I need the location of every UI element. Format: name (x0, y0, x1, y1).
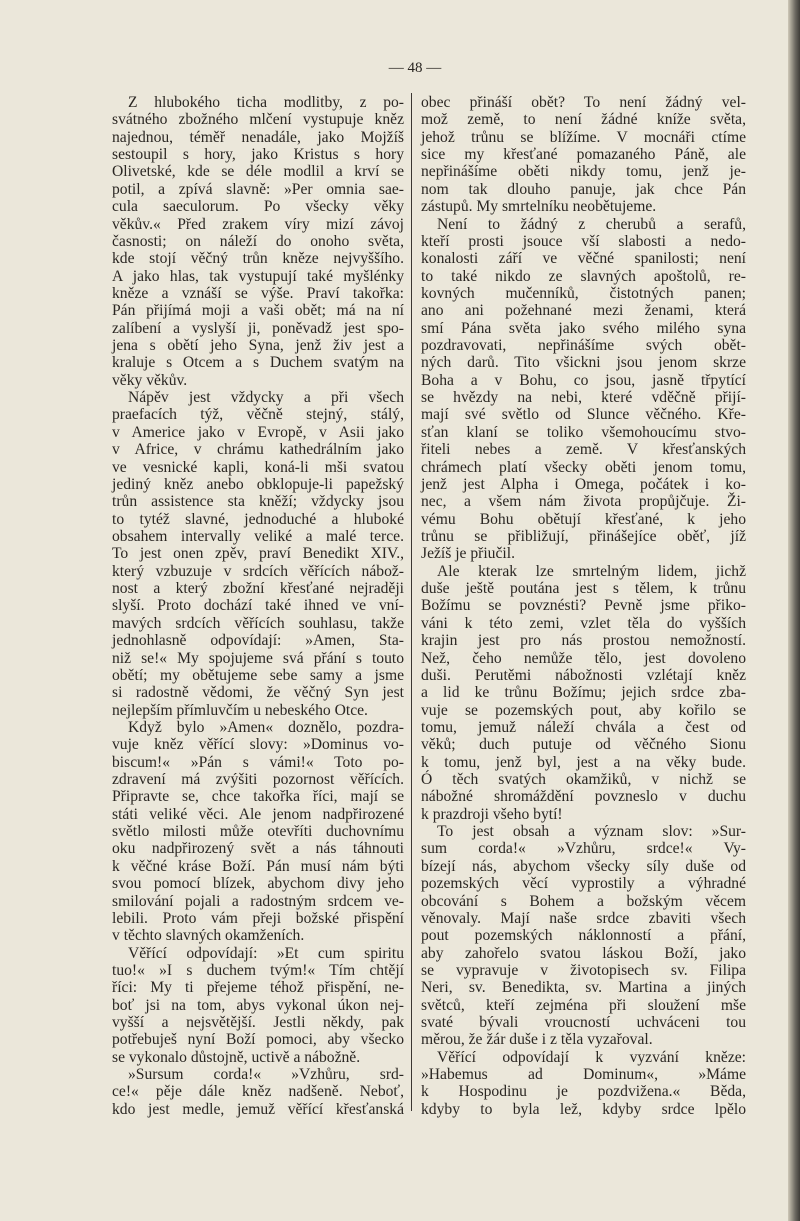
text-line: mají své světlo od Slunce věčného. Kře- (421, 406, 746, 424)
text-line: krajin jest pro nás prostou nemožností. (421, 632, 746, 650)
text-line: boť jsi na tom, abys vykonal úkon nej- (112, 996, 404, 1014)
text-line: sťan klaní se toliko všemohoucímu stvo- (421, 423, 746, 441)
text-line: nepřinášíme oběti nikdy tomu, jenž je- (421, 163, 746, 181)
text-line: nom tak dlouho panuje, jak chce Pán (421, 180, 746, 198)
text-line: aby zahořelo svatou láskou Boží, jako (421, 944, 746, 962)
text-line: To jest onen zpěv, praví Benedikt XIV., (112, 545, 404, 563)
text-line: v Americe jako v Evropě, v Asii jako (112, 423, 404, 441)
text-line: potil, a zpívá slavně: »Per omnia sae- (112, 180, 404, 198)
text-line: obec přináší obět? To není žádný vel- (421, 94, 746, 111)
text-line: kdo jest medle, jemuž věřící křesťanská (112, 1100, 404, 1118)
text-line: Boha a v Bohu, co jsou, jasně třpytící (421, 371, 746, 389)
text-line: pout pozemských náklonností a přání, (421, 927, 746, 945)
text-line: vuje se pozemských pout, aby kořilo se (421, 701, 746, 719)
paragraph (112, 1066, 404, 1118)
text-line: svou pomocí blízek, abychom divy jeho (112, 875, 404, 893)
text-line: kde stojí věčný trůn kněze nejvyššího. (112, 250, 404, 268)
text-line: konalosti září ve věčné spanilosti; není (421, 250, 746, 268)
text-line: smilování pojali a radostným srdcem ve- (112, 892, 404, 910)
text-line: »Sursum corda!« »Vzhůru, srd- (128, 1066, 404, 1084)
text-line: trůn assistence sta kněží; vždycky jsou (112, 493, 404, 511)
text-line: Božímu se povznésti? Pevně jsme přiko- (421, 597, 746, 615)
text-line: Nápěv jest vždycky a při všech (128, 389, 404, 407)
text-line: praefacích týž, věčně stejný, stálý, (112, 406, 404, 424)
page-edge-shadow (788, 0, 800, 1221)
text-line: nábožné shromáždění povzneslo v duchu (421, 788, 746, 806)
text-line: sestoupil s hory, jako Kristus s hory (112, 146, 404, 164)
text-line: »Habemus ad Dominum«, »Máme (421, 1066, 746, 1084)
text-line: ano ani požehnané mezi ženami, která (421, 302, 746, 320)
text-line: k věčné kráse Boží. Pán musí nám býti (112, 857, 404, 875)
text-line: světců, kteří zejména při sloužení mše (421, 996, 746, 1014)
text-line: zalíbení a vyslyší ji, poněvadž jest spo- (112, 319, 404, 337)
text-line: mavých srdcích věřících souhlasu, takže (112, 614, 404, 632)
text-line: cula saeculorum. Po všecky věky (112, 198, 404, 216)
text-line: chrámech platí všecky oběti jenom tomu, (421, 458, 746, 476)
text-line: kteří prosti jsouce vší slabosti a nedo- (421, 232, 746, 250)
text-line: kdyby to byla lež, kdyby srdce lpělo (421, 1100, 746, 1118)
text-line: věnovaly. Mají naše srdce zbaviti všech (421, 909, 746, 927)
text-line: pozdravovati, nepřinášíme svých obět- (421, 337, 746, 355)
text-line: nec, a všem nám života propůjčuje. Ži- (421, 493, 746, 511)
text-line: si radostně vědomi, že věčný Syn jest (112, 684, 404, 702)
text-line: duše ještě poutána jest s tělem, k trůnu (421, 580, 746, 598)
text-line: který vzbuzuje v srdcích věřících nábož- (112, 562, 404, 580)
text-line: Věřící odpovídají: »Et cum spiritu (128, 944, 404, 962)
text-line: se vykonalo důstojně, uctivě a nábožně. (112, 1048, 361, 1066)
text-line: obcování s Bohem a božským věcem (421, 892, 746, 910)
text-line: slyší. Proto dochází také ihned ve vní- (112, 597, 404, 615)
text-line: Než, čeho nemůže tělo, jest dovoleno (421, 649, 746, 667)
text-line: Z hlubokého ticha modlitby, z po- (128, 94, 404, 111)
text-line: váni k této zemi, vzlet těla do vyšších (421, 614, 746, 632)
text-line: niž se!« My spojujeme svá přání s touto (112, 649, 404, 667)
text-line: Ježíš je přiučil. (421, 545, 515, 563)
text-line: Věřící odpovídají k vyzvání kněze: (437, 1048, 746, 1066)
text-line: časnosti; on náleží do onoho světa, (112, 232, 404, 250)
text-line: a lid ke trůnu Božímu; jejich srdce zba- (421, 684, 746, 702)
text-line: jenž jest Alpha i Omega, počátek i ko- (421, 475, 746, 493)
text-line: Není to žádný z cherubů a serafů, (437, 215, 746, 233)
text-line: trůnu se přibližují, přinášejíce oběť, jíž (421, 527, 746, 545)
paragraph (112, 719, 404, 945)
text-line: ce!« pěje dále kněz nadšeně. Neboť, (112, 1083, 404, 1101)
text-line: Připravte se, chce takořka říci, mají se (112, 788, 404, 806)
text-line: pozemských věcí vyprostily a výhradné (421, 875, 746, 893)
text-line: obsahem intervally veliké a malé terce. (112, 527, 404, 545)
text-line: lebili. Proto vám přeji božské přispění (112, 909, 404, 927)
paragraph (112, 945, 404, 1067)
text-line: zástupů. My smrtelníku neobětujeme. (421, 198, 657, 216)
text-line: vému Bohu obětují křesťané, k jeho (421, 510, 746, 528)
text-line: jehož trůnu se blížíme. V mocnáři ctíme (421, 128, 746, 146)
text-line: říci: My ti přejeme téhož přispění, ne- (112, 979, 404, 997)
paragraph (421, 216, 746, 563)
text-line: To jest obsah a význam slov: »Sur- (437, 823, 746, 841)
text-line: světlo milosti může otevříti duchovnímu (112, 823, 404, 841)
text-line: potřebuješ nyní Boží pomoci, aby všecko (112, 1031, 404, 1049)
text-line: nejlepším přímluvčím u nebeského Otce. (112, 701, 368, 719)
text-line: k Hospodinu je pozdvižena.« Běda, (421, 1083, 746, 1101)
text-line: bízejí nás, abychom všecky síly duše od (421, 857, 746, 875)
text-line: věkův.« Před zrakem víry mizí závoj (112, 215, 404, 233)
text-line: duši. Perutěmi nábožnosti vzlétají kněz (421, 666, 746, 684)
text-line: měrou, že žár duše i z těla vyzařoval. (421, 1031, 653, 1049)
text-line: ve vesnické kapli, koná-li mši svatou (112, 458, 404, 476)
text-line: nost a který zbožní křesťané nejraději (112, 580, 404, 598)
text-line: biscum!« »Pán s vámi!« Toto po- (112, 753, 404, 771)
text-line: se hvězdy na nebi, které vděčně přijí- (421, 389, 746, 407)
text-line: vuje kněz věřící slovy: »Dominus vo- (112, 736, 404, 754)
text-line: mož země, to není žádné kníže světa, (421, 111, 746, 129)
text-line: najednou, téměř nenadále, jako Mojžíš (112, 128, 404, 146)
text-line: v těchto slavných okamženích. (112, 927, 305, 945)
text-line: Ó těch svatých okamžiků, v nichž se (421, 771, 746, 789)
text-line: věků; duch putuje od věčného Sionu (421, 736, 746, 754)
text-line: tuo!« »I s duchem tvým!« Tím chtějí (112, 961, 404, 979)
paragraph (421, 1049, 746, 1118)
text-line: Pán přijímá moji a vaši obět; má na ní (112, 302, 404, 320)
text-line: Když bylo »Amen« doznělo, pozdra- (128, 718, 404, 736)
text-line: ných darů. Tito všickni jsou jenom skrze (421, 354, 746, 372)
paragraph (421, 563, 746, 823)
text-line: A jako hlas, tak vystupují také myšlénky (112, 267, 404, 285)
text-line: zdravení má zvýšiti pozornost věřících. (112, 771, 404, 789)
text-line: to také nikdo ze slavných apoštolů, re- (421, 267, 746, 285)
text-line: svátného zbožného mlčení vystupuje kněz (112, 111, 404, 129)
text-line: kraluje s Otcem a s Duchem svatým na (112, 354, 404, 372)
text-line: kněze a vznáší se výše. Praví takořka: (112, 284, 404, 302)
text-line: jena s obětí jeho Syna, jenž živ jest a (112, 337, 404, 355)
text-line: sice my křesťané pomazaného Páně, ale (421, 146, 746, 164)
text-line: Olivetské, kde se déle modlil a krví se (112, 163, 404, 181)
text-line: Neri, sv. Benedikta, sv. Martina a jiných (421, 979, 746, 997)
text-line: k prazdroji všeho bytí! (421, 805, 563, 823)
text-line: obětí; my obětujeme sebe samy a jsme (112, 666, 404, 684)
text-line: kovných mučenníků, čistotných panen; (421, 284, 746, 302)
text-line: řiteli nebes a země. V křesťanských (421, 441, 746, 459)
text-line: jednohlasně odpovídají: »Amen, Sta- (112, 632, 404, 650)
text-column-right (421, 94, 746, 1118)
paragraph (112, 94, 404, 389)
text-line: Ale kterak lze smrtelným lidem, jichž (437, 562, 746, 580)
text-line: v Africe, v chrámu kathedrálním jako (112, 441, 404, 459)
text-line: tomu, jemuž náleží chvála a čest od (421, 718, 746, 736)
text-line: oku nadpřirozený svět a nás táhnouti (112, 840, 404, 858)
text-line: k tomu, jenž byl, jest a na věky bude. (421, 753, 746, 771)
text-line: vyšší a nejsvětější. Jestli někdy, pak (112, 1014, 404, 1032)
text-line: svaté bývali vroucností uchváceni tou (421, 1014, 746, 1032)
text-line: státi veliké věci. Ale jenom nadpřirozené (112, 805, 404, 823)
text-column-left (112, 94, 404, 1118)
text-line: sum corda!« »Vzhůru, srdce!« Vy- (421, 840, 746, 858)
page-number: — 48 — (388, 60, 442, 76)
text-line: smí Pána světa jako svého milého syna (421, 319, 746, 337)
paragraph (421, 94, 746, 216)
text-line: se vypravuje v životopisech sv. Filipa (421, 961, 746, 979)
text-line: věky věkův. (112, 371, 188, 389)
text-line: to tytéž slavné, jednoduché a hluboké (112, 510, 404, 528)
paragraph (112, 389, 404, 719)
paragraph (421, 823, 746, 1049)
column-divider (411, 93, 412, 1111)
text-line: jediný kněz anebo obklopuje-li papežský (112, 475, 404, 493)
